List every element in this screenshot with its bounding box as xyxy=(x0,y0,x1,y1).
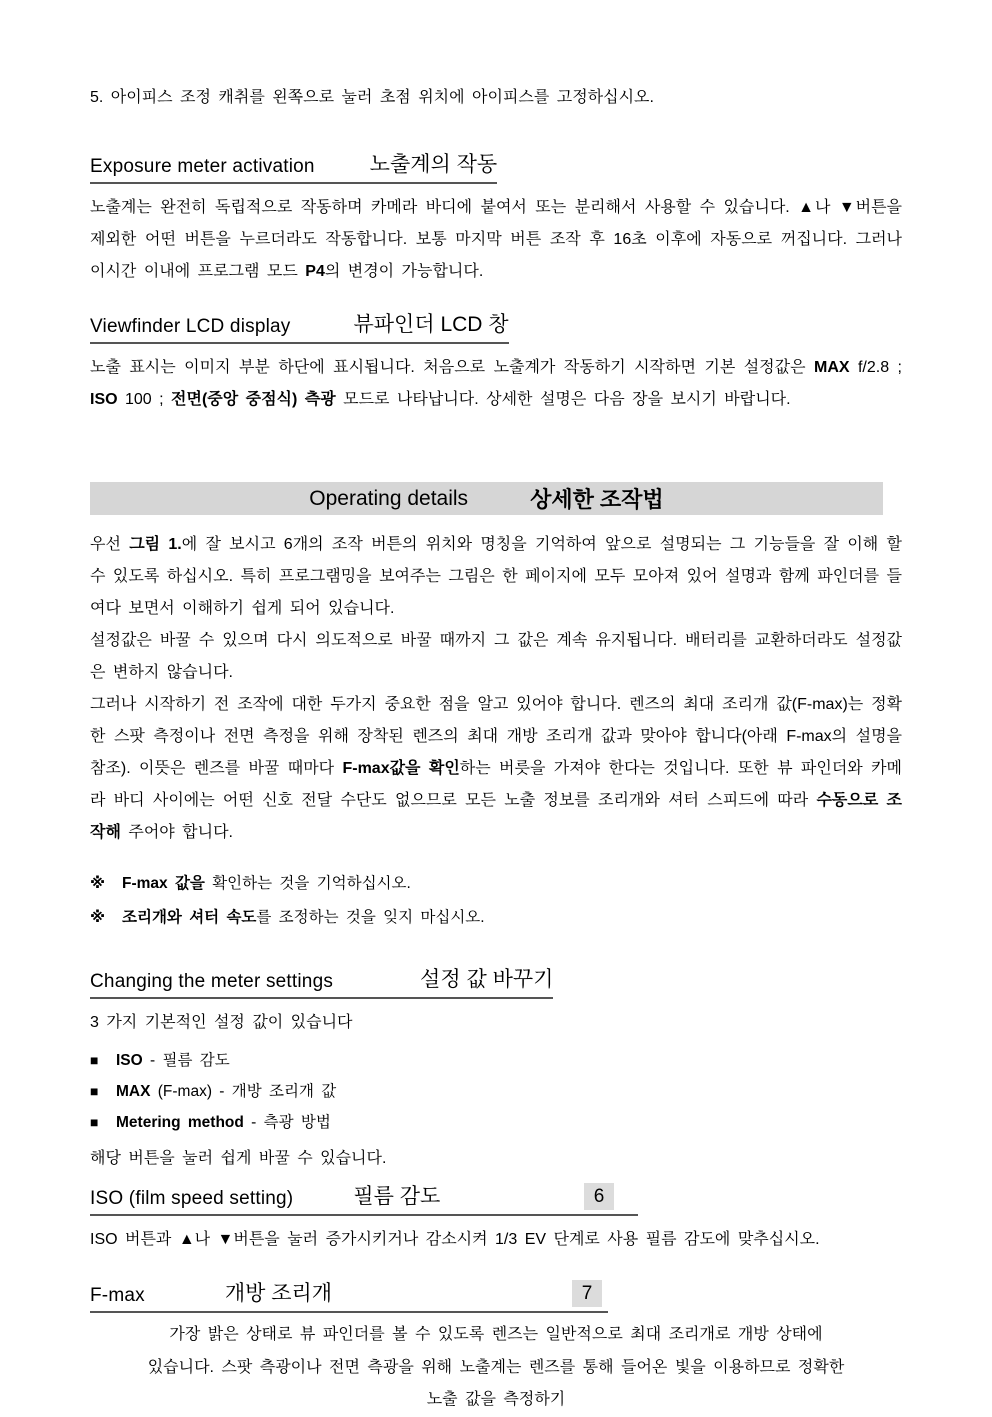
section-heading-changing-meter-settings xyxy=(90,963,553,999)
note-aperture-shutter xyxy=(90,901,902,935)
fmax-body-line: 가장 밝은 상태로 뷰 파인더를 볼 수 있도록 렌즈는 일반적으로 최대 조리개로 개방 상태에 xyxy=(169,1326,823,1343)
bullet-label: MAX xyxy=(116,1083,151,1100)
exposure-section-body: 노출계는 완전히 독립적으로 작동하며 카메라 바디에 붙여서 또는 분리해서 사용할 수 있습니다. ▲나 ▼버튼을 제외한 어떤 버튼을 누르더라도 작동합니다. 보통 마지막 버튼 조작 후 16초 이후에 자동으로 꺼집니다. 그러나 이시간 이내에 프로그램 모드 P4의 변경이 가능합니다. xyxy=(90,199,902,280)
banner-title-korean: 상세한 조작법 xyxy=(530,487,664,512)
heading-korean: 노출계의 작동 xyxy=(369,153,498,176)
bullet-rest: - 필름 감도 xyxy=(142,1052,230,1069)
fmax-section-body xyxy=(90,1319,902,1417)
bullet-item-iso xyxy=(90,1045,902,1076)
reference-mark-icon: ※ xyxy=(90,875,106,892)
operating-details-banner xyxy=(90,482,883,515)
bullet-text xyxy=(116,1045,230,1076)
square-bullet-icon: ■ xyxy=(90,1052,99,1068)
fmax-body-line: 있습니다. 스팟 측광이나 전면 측광을 위해 노출계는 렌즈를 통해 들어온 빛을 이용하므로 정확한 xyxy=(147,1358,845,1376)
heading-korean: 필름 감도 xyxy=(353,1185,441,1208)
note-text: 조리개와 셔터 속도를 조정하는 것을 잊지 마십시오. xyxy=(122,909,485,926)
viewfinder-section-body: 노출 표시는 이미지 부분 하단에 표시됩니다. 처음으로 노출계가 작동하기 시작하면 기본 설정값은 MAX f/2.8 ; ISO 100 ; 전면(중앙 중점식) 측광 모드로 나타납니다. 상세한 설명은 다음 장을 보시기 바랍니다. xyxy=(90,359,903,408)
fmax-body-line: 노출 값을 측정하기 xyxy=(426,1391,566,1408)
section-heading-viewfinder-lcd-display xyxy=(90,308,509,344)
heading-korean: 뷰파인더 LCD 창 xyxy=(353,313,509,336)
operating-paragraph-1: 우선 그림 1.에 잘 보시고 6개의 조작 버튼의 위치와 명칭을 기억하여 앞으로 설명되는 그 기능들을 잘 이해 할 수 있도록 하십시오. 특히 프로그램밍을 보여주는 그림은 한 페이지에 모두 모아져 있어 설명과 함께 파인더를 들여다 보면서 이해하기 쉽게 되어 있습니다. xyxy=(90,536,902,617)
square-bullet-icon: ■ xyxy=(90,1083,99,1099)
bullet-item-max xyxy=(90,1076,902,1107)
section-heading-fmax xyxy=(90,1277,608,1313)
bullet-item-metering-method xyxy=(90,1107,902,1138)
heading-english: ISO (film speed setting) xyxy=(90,1188,294,1209)
heading-korean: 개방 조리개 xyxy=(224,1282,333,1305)
banner-title-english: Operating details xyxy=(309,486,469,510)
section-heading-iso-film-speed xyxy=(90,1180,638,1216)
section-heading-exposure-meter-activation xyxy=(90,148,497,184)
note-text: F-max 값을 확인하는 것을 기억하십시오. xyxy=(122,875,411,892)
note-fmax-check xyxy=(90,867,902,901)
bullet-rest: (F-max) - 개방 조리개 값 xyxy=(150,1083,337,1100)
bullet-text xyxy=(116,1076,336,1107)
iso-section-body: ISO 버튼과 ▲나 ▼버튼을 눌러 증가시키거나 감소시켜 1/3 EV 단계로 사용 필름 감도에 맞추십시오. xyxy=(90,1231,820,1248)
square-bullet-icon: ■ xyxy=(90,1114,99,1130)
changing-section-intro: 3 가지 기본적인 설정 값이 있습니다 xyxy=(90,1014,353,1031)
heading-korean: 설정 값 바꾸기 xyxy=(420,968,554,991)
bullet-label: Metering method xyxy=(116,1114,244,1131)
reference-mark-icon: ※ xyxy=(90,909,106,926)
step-item-5: 5. 아이피스 조정 캐취를 왼쪽으로 눌러 초점 위치에 아이피스를 고정하십시오. xyxy=(90,89,654,106)
changing-section-outro: 해당 버튼을 눌러 쉽게 바꿀 수 있습니다. xyxy=(90,1150,387,1167)
bullet-label: ISO xyxy=(116,1052,143,1069)
page-reference-box: 7 xyxy=(572,1280,602,1307)
operating-paragraph-2: 설정값은 바꿀 수 있으며 다시 의도적으로 바꿀 때까지 그 값은 계속 유지됩니다. 배터리를 교환하더라도 설정값은 변하지 않습니다. xyxy=(90,632,902,681)
heading-english: Exposure meter activation xyxy=(90,156,315,177)
page-reference-box: 6 xyxy=(584,1183,614,1210)
bullet-text xyxy=(116,1107,331,1138)
heading-english: Changing the meter settings xyxy=(90,971,334,992)
operating-paragraph-3: 그러나 시작하기 전 조작에 대한 두가지 중요한 점을 알고 있어야 합니다. 렌즈의 최대 조리개 값(F-max)는 정확한 스팟 측정이나 전면 측정을 위해 장착된 렌즈의 최대 개방 조리개 값과 맞아야 합니다(아래 F-max의 설명을 참조). 이뜻은 렌즈를 바꿀 때마다 F-max값을 확인하는 버릇을 가져야 한다는 것입니다. 또한 뷰 파인더와 카메라 바디 사이에는 어떤 신호 전달 수단도 없으므로 모든 노출 정보를 조리개와 셔터 스피드에 따라 수동으로 조작해 주어야 합니다. xyxy=(90,696,902,841)
heading-english: F-max xyxy=(90,1285,145,1306)
heading-english: Viewfinder LCD display xyxy=(90,316,291,337)
bullet-rest: - 측광 방법 xyxy=(243,1114,331,1131)
